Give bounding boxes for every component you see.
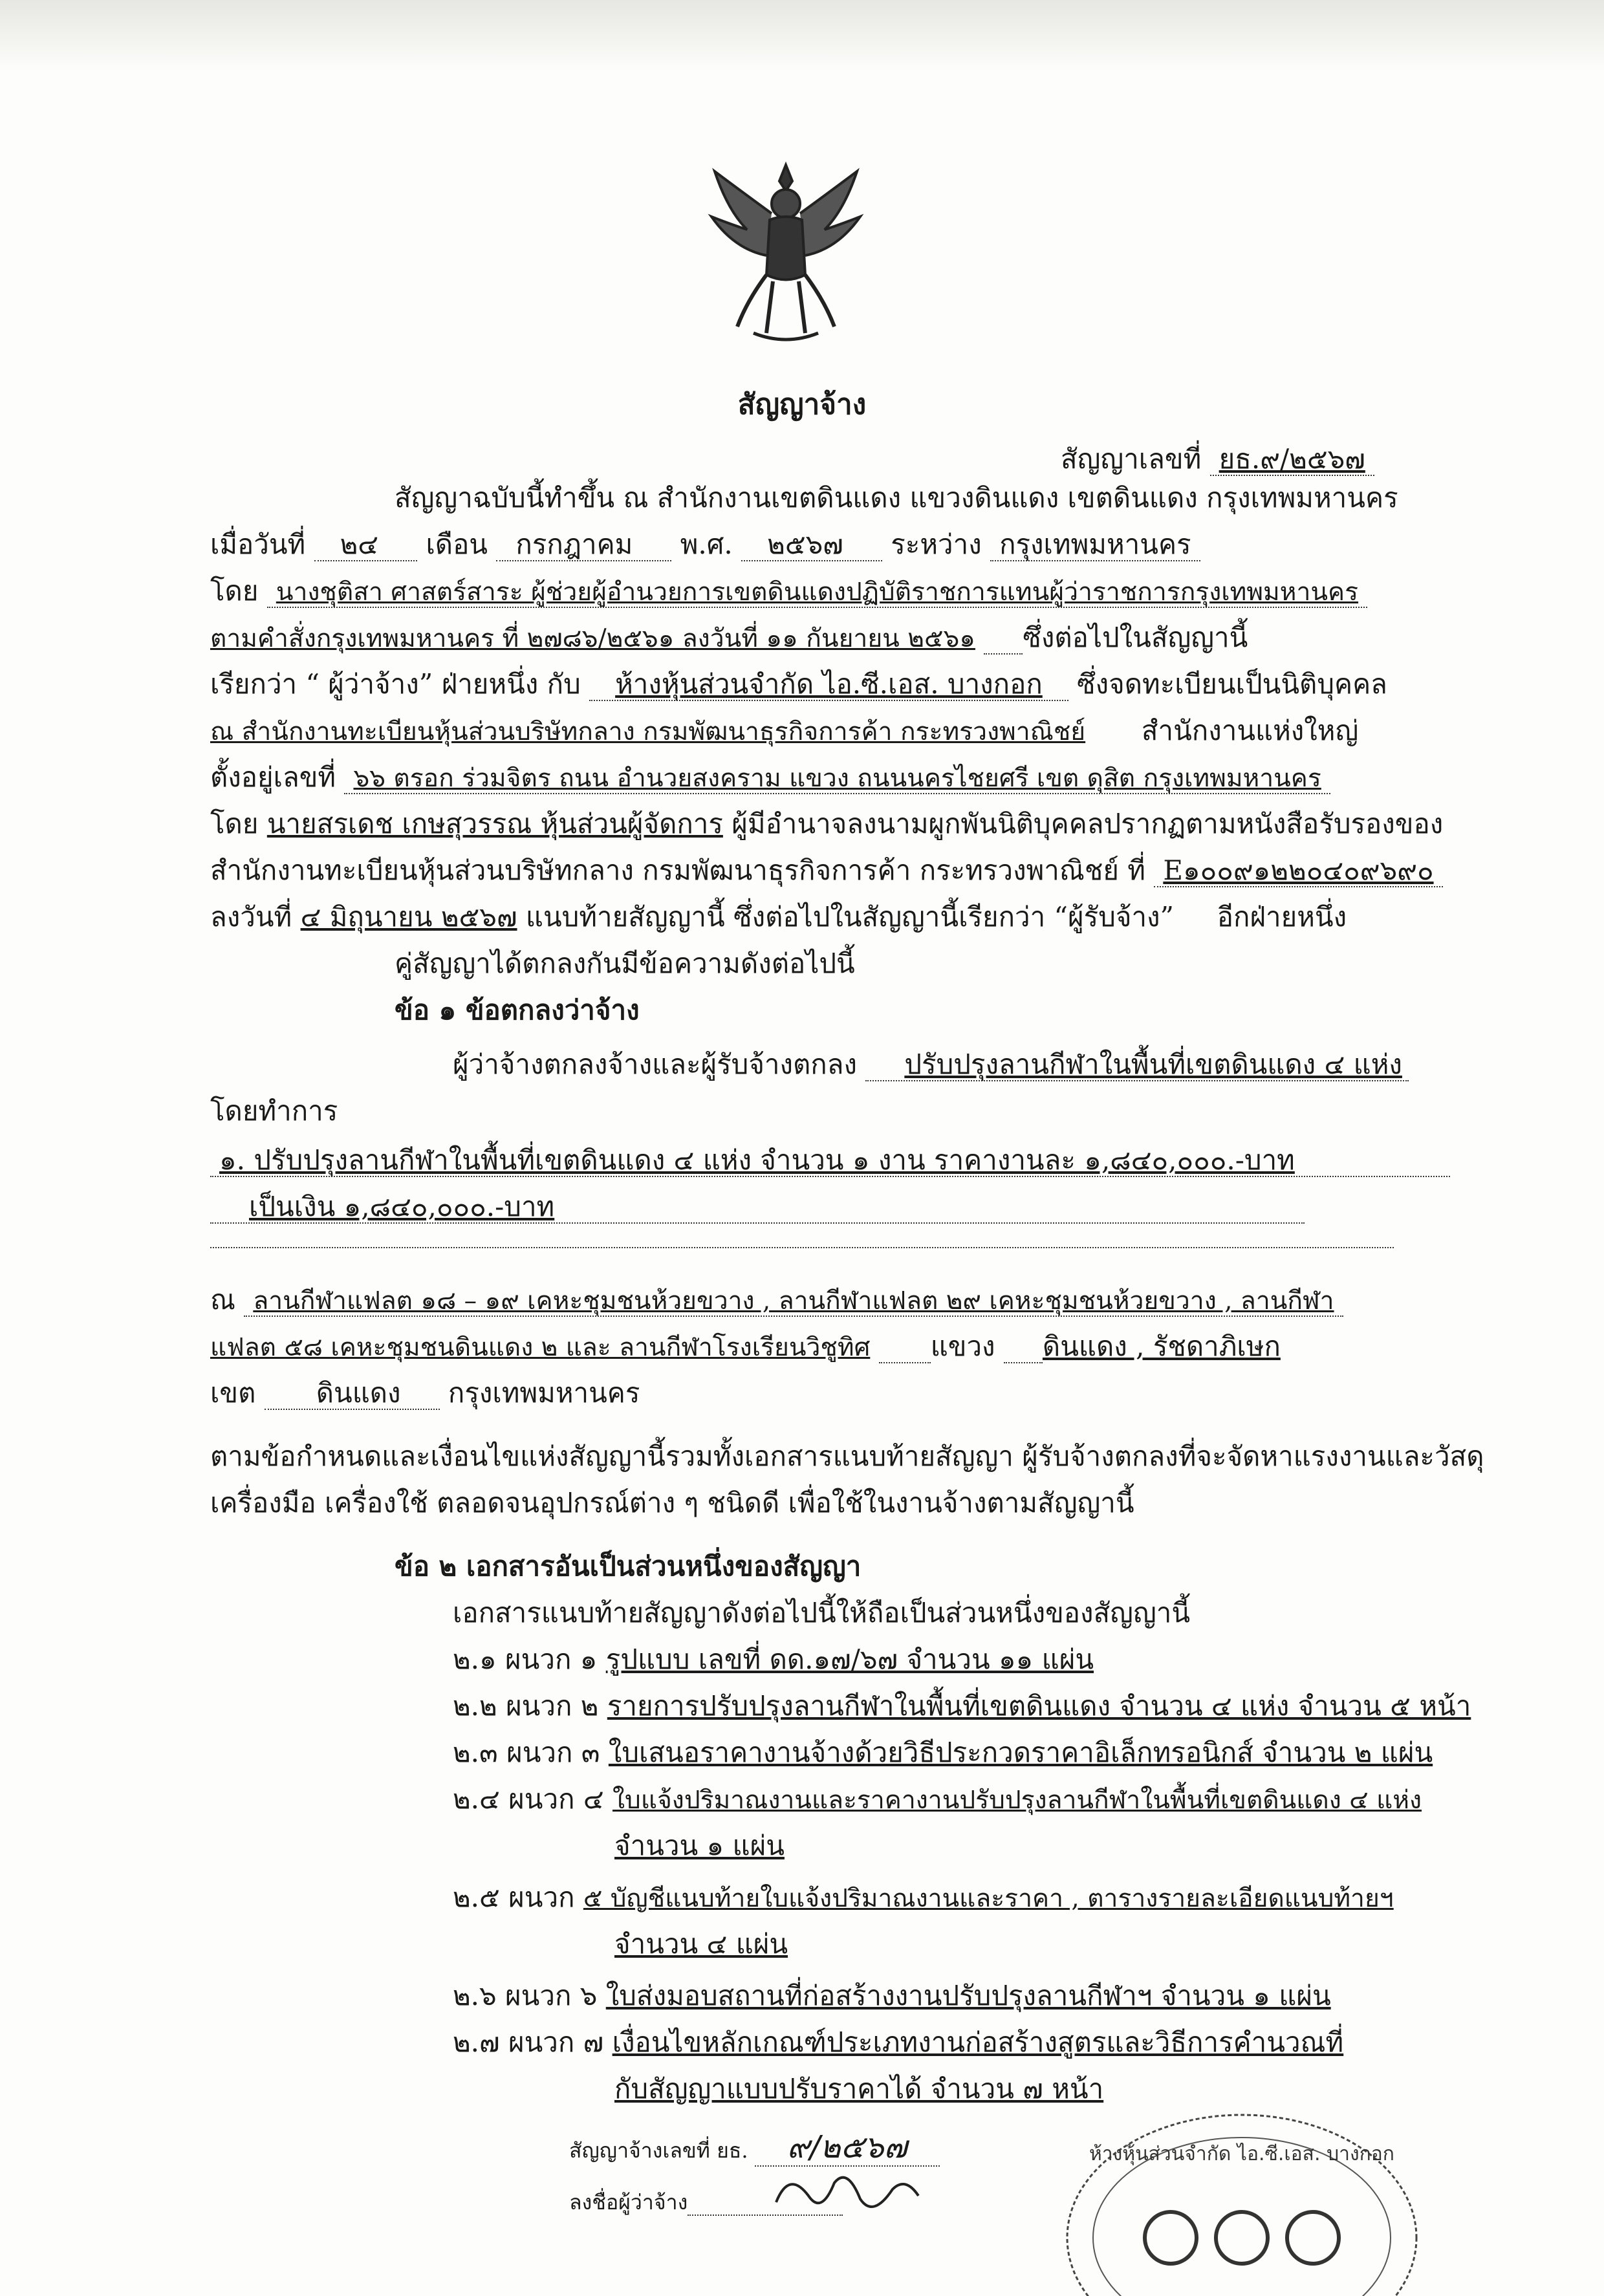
- preamble-line-5: เรียกว่า “ ผู้ว่าจ้าง” ฝ่ายหนึ่ง กับ ห้างหุ้นส่วนจำกัด ไอ.ซี.เอส. บางกอก ซึ่งจดทะเบียนเป็นนิติบุคคล: [210, 668, 1387, 700]
- clause-1-blank-line: [210, 1234, 1394, 1248]
- footer-contract-no: สัญญาจ้างเลขที่ ยธ. ๙/๒๕๖๗: [569, 2128, 940, 2170]
- clause-1-terms-2: เครื่องมือ เครื่องใช้ ตลอดจนอุปกรณ์ต่าง ๆ ชนิดดี เพื่อใช้ในงานจ้างตามสัญญานี้: [210, 1487, 1134, 1519]
- registration-no: E๑๐๐๙๑๒๒๐๔๐๙๖๙๐: [1154, 854, 1442, 887]
- handwritten-contract-no: ๙/๒๕๖๗: [755, 2129, 940, 2167]
- authority-order: ตามคำสั่งกรุงเทพมหานคร ที่ ๒๗๘๖/๒๕๖๑ ลงวันที่ ๑๑ กันยายน ๒๕๖๑: [210, 624, 975, 653]
- annex-item-2: ๒.๒ ผนวก ๒ รายการปรับปรุงลานกีฬาในพื้นที่เขตดินแดง จำนวน ๔ แห่ง จำนวน ๕ หน้า: [453, 1690, 1471, 1722]
- contractor-name: ห้างหุ้นส่วนจำกัด ไอ.ซี.เอส. บางกอก: [589, 668, 1068, 701]
- registration-date: ๔ มิถุนายน ๒๕๖๗: [300, 901, 517, 933]
- contractor-representative: นายสรเดช เกษสุวรรณ หุ้นส่วนผู้จัดการ: [266, 808, 723, 839]
- svg-text:ห้างหุ้นส่วนจำกัด ไอ.ซี.เอส. บ: ห้างหุ้นส่วนจำกัด ไอ.ซี.เอส. บางกอก: [1089, 2143, 1394, 2165]
- clause-1-location-2: แฟลต ๕๘ เคหะชุมชนดินแดง ๒ และ ลานกีฬาโรงเรียนวิชูทิศ แขวง ดินแดง , รัชดาภิเษก: [210, 1330, 1281, 1362]
- preamble-line-3: โดย นางชุติสา ศาสตร์สาระ ผู้ช่วยผู้อำนวยการเขตดินแดงปฏิบัติราชการแทนผู้ว่าราชการกรุงเทพมหานคร: [210, 572, 1367, 612]
- preamble-line-11: คู่สัญญาได้ตกลงกันมีข้อความดังต่อไปนี้: [395, 948, 855, 979]
- employer-representative: นางชุติสา ศาสตร์สาระ ผู้ช่วยผู้อำนวยการเขตดินแดงปฏิบัติราชการแทนผู้ว่าราชการกรุงเทพมหานคร: [267, 578, 1367, 608]
- preamble-line-7: ตั้งอยู่เลขที่ ๖๖ ตรอก ร่วมจิตร ถนน อำนวยสงคราม แขวง ถนนนครไชยศรี เขต ดุสิต กรุงเทพมหานคร: [210, 758, 1330, 798]
- clause-1-terms-1: ตามข้อกำหนดและเงื่อนไขแห่งสัญญานี้รวมทั้งเอกสารแนบท้ายสัญญา ผู้รับจ้างตกลงที่จะจัดหาแรงงานและวัสดุ: [210, 1440, 1484, 1472]
- preamble-line-9: สำนักงานทะเบียนหุ้นส่วนบริษัทกลาง กรมพัฒนาธุรกิจการค้า กระทรวงพาณิชย์ ที่ E๑๐๐๙๑๒๒๐๔๐๙๖๙๐: [210, 851, 1443, 890]
- contract-no-label: สัญญาเลขที่: [1061, 443, 1202, 475]
- clause-1-line-2: โดยทำการ: [210, 1095, 338, 1127]
- work-description: ปรับปรุงลานกีฬาในพื้นที่เขตดินแดง ๔ แห่ง: [865, 1048, 1409, 1081]
- contractor-address: ๖๖ ตรอก ร่วมจิตร ถนน อำนวยสงคราม แขวง ถนนนครไชยศรี เขต ดุสิต กรุงเทพมหานคร: [344, 764, 1330, 794]
- annex-item-4: ๒.๔ ผนวก ๔ ใบแจ้งปริมาณงานและราคางานปรับปรุงลานกีฬาในพื้นที่เขตดินแดง ๔ แห่ง: [453, 1783, 1422, 1815]
- preamble-line-8: โดย นายสรเดช เกษสุวรรณ หุ้นส่วนผู้จัดการ ผู้มีอำนาจลงนามผูกพันนิติบุคคลปรากฏตามหนังสือรับรองของ: [210, 808, 1444, 839]
- clause-1-amount: เป็นเงิน ๑,๘๔๐,๐๐๐.-บาท: [210, 1187, 1305, 1226]
- annex-item-5: ๒.๕ ผนวก ๕ บัญชีแนบท้ายใบแจ้งปริมาณงานและราคา , ตารางรายละเอียดแนบท้ายฯ: [453, 1881, 1394, 1913]
- signature-scribble: [763, 2163, 931, 2222]
- annex-item-6: ๒.๖ ผนวก ๖ ใบส่งมอบสถานที่ก่อสร้างงานปรับปรุงลานกีฬาฯ จำนวน ๑ แผ่น: [453, 1980, 1331, 2011]
- document-title: สัญญาจ้าง: [737, 388, 867, 421]
- clause-1-work-item: ๑. ปรับปรุงลานกีฬาในพื้นที่เขตดินแดง ๔ แห่ง จำนวน ๑ งาน ราคางานละ ๑,๘๔๐,๐๐๐.-บาท: [210, 1141, 1450, 1180]
- annex-item-1: ๒.๑ ผนวก ๑ รูปแบบ เลขที่ ดด.๑๗/๖๗ จำนวน ๑๑ แผ่น: [453, 1643, 1094, 1675]
- garuda-emblem-icon: [702, 152, 870, 346]
- annex-item-4-count: จำนวน ๑ แผ่น: [614, 1830, 785, 1861]
- clause-1-location-1: ณ ลานกีฬาแฟลต ๑๘ – ๑๙ เคหะชุมชนห้วยขวาง , ลานกีฬาแฟลต ๒๙ เคหะชุมชนห้วยขวาง , ลานกีฬา: [210, 1281, 1343, 1321]
- contract-year: ๒๕๖๗: [741, 528, 882, 561]
- clause-1-heading: ข้อ ๑ ข้อตกลงว่าจ้าง: [395, 994, 640, 1026]
- scan-top-shadow: [0, 0, 1604, 71]
- clause-1-line-1: ผู้ว่าจ้างตกลงจ้างและผู้รับจ้างตกลง ปรับปรุงลานกีฬาในพื้นที่เขตดินแดง ๔ แห่ง: [453, 1045, 1409, 1084]
- contract-no: ยธ.๙/๒๕๖๗: [1210, 443, 1374, 476]
- company-seal-icon: [1048, 2089, 1436, 2296]
- footer-signer: ลงชื่อผู้ว่าจ้าง: [569, 2183, 843, 2222]
- preamble-line-1: สัญญาฉบับนี้ทำขึ้น ณ สำนักงานเขตดินแดง แขวงดินแดง เขตดินแดง กรุงเทพมหานคร: [395, 482, 1398, 514]
- contract-month: กรกฎาคม: [496, 528, 671, 561]
- annex-item-7-cont: กับสัญญาแบบปรับราคาได้ จำนวน ๗ หน้า: [614, 2073, 1104, 2105]
- annex-item-7: ๒.๗ ผนวก ๗ เงื่อนไขหลักเกณฑ์ประเภทงานก่อสร้างสูตรและวิธีการคำนวณที่: [453, 2026, 1344, 2058]
- employer-party: กรุงเทพมหานคร: [990, 528, 1200, 561]
- clause-2-heading: ข้อ ๒ เอกสารอันเป็นส่วนหนึ่งของสัญญา: [395, 1550, 862, 1582]
- preamble-line-4: ตามคำสั่งกรุงเทพมหานคร ที่ ๒๗๘๖/๒๕๖๑ ลงวันที่ ๑๑ กันยายน ๒๕๖๑ ซึ่งต่อไปในสัญญานี้: [210, 622, 1248, 653]
- preamble-line-6: ณ สำนักงานทะเบียนหุ้นส่วนบริษัทกลาง กรมพัฒนาธุรกิจการค้า กระทรวงพาณิชย์ สำนักงานแห่งใหญ่: [210, 715, 1359, 746]
- annex-item-5-count: จำนวน ๔ แผ่น: [614, 1928, 788, 1960]
- preamble-line-10: ลงวันที่ ๔ มิถุนายน ๒๕๖๗ แนบท้ายสัญญานี้ ซึ่งต่อไปในสัญญานี้เรียกว่า “ผู้รับจ้าง” อีกฝ่ายหนึ่ง: [210, 901, 1347, 933]
- preamble-line-2: เมื่อวันที่ ๒๔ เดือน กรกฎาคม พ.ศ. ๒๕๖๗ ระหว่าง กรุงเทพมหานคร: [210, 525, 1200, 564]
- contract-day: ๒๔: [314, 528, 417, 561]
- clause-2-intro: เอกสารแนบท้ายสัญญาดังต่อไปนี้ให้ถือเป็นส่วนหนึ่งของสัญญานี้: [453, 1597, 1191, 1629]
- annex-item-3: ๒.๓ ผนวก ๓ ใบเสนอราคางานจ้างด้วยวิธีประกวดราคาอิเล็กทรอนิกส์ จำนวน ๒ แผ่น: [453, 1737, 1433, 1768]
- clause-1-location-3: เขต ดินแดง กรุงเทพมหานคร: [210, 1377, 640, 1409]
